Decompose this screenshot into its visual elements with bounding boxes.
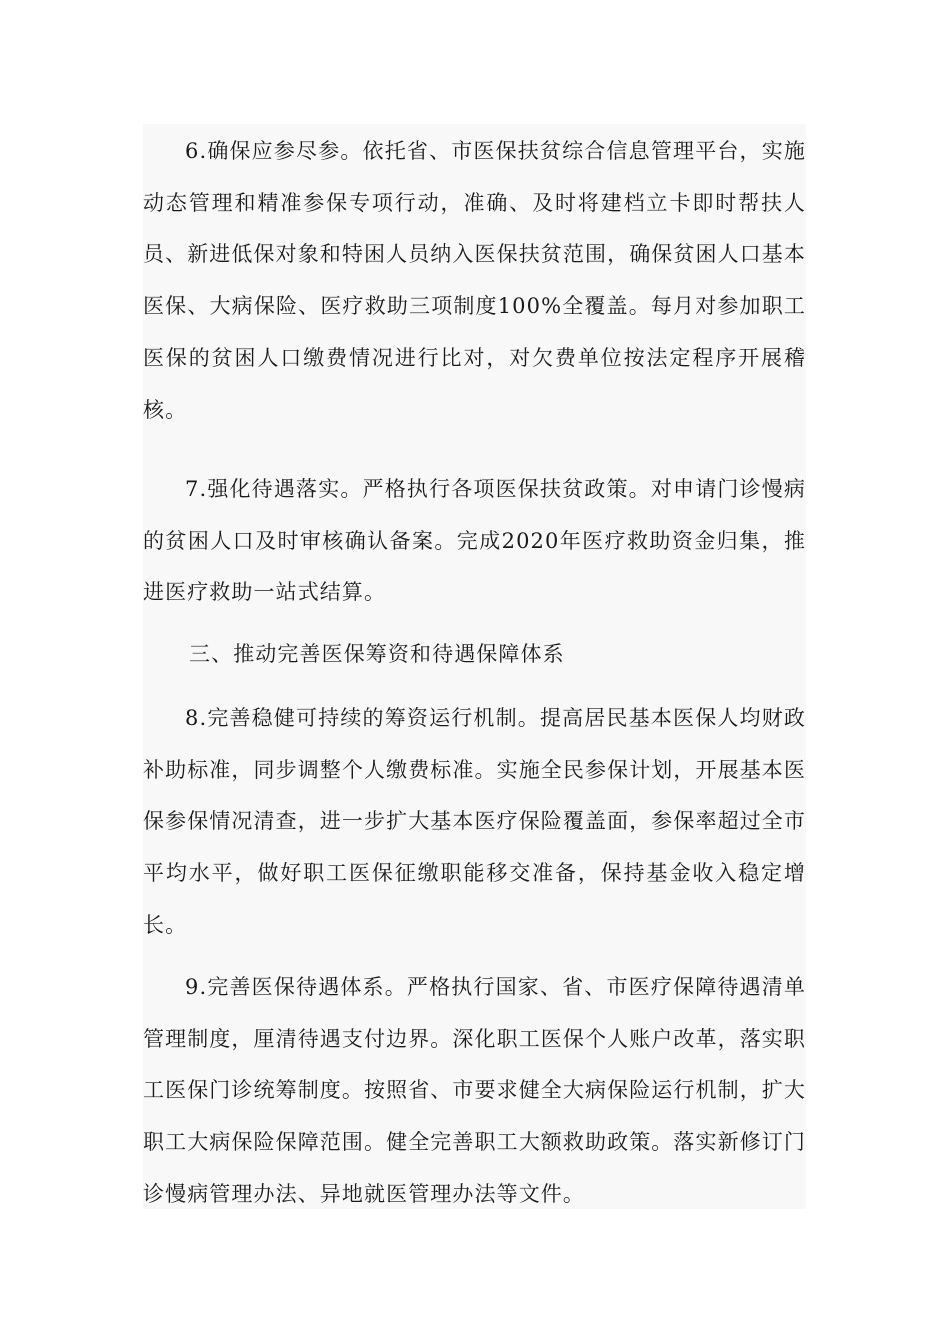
document-body	[143, 124, 806, 1209]
paragraph-7: 7.强化待遇落实。严格执行各项医保扶贫政策。对申请门诊慢病的贫困人口及时审核确认备案。完成2020年医疗救助资金归集，推进医疗救助一站式结算。	[143, 477, 806, 605]
section-heading: 三、推动完善医保筹资和待遇保障体系	[189, 642, 565, 666]
paragraph-8: 8.完善稳健可持续的筹资运行机制。提高居民基本医保人均财政补助标准，同步调整个人缴费标准。实施全民参保计划，开展基本医保参保情况清查，进一步扩大基本医疗保险覆盖面，参保率超过全市平均水平，做好职工医保征缴职能移交准备，保持基金收入稳定增长。	[143, 706, 806, 937]
paragraph-9: 9.完善医保待遇体系。严格执行国家、省、市医疗保障待遇清单管理制度，厘清待遇支付边界。深化职工医保个人账户改革，落实职工医保门诊统筹制度。按照省、市要求健全大病保险运行机制，扩大职工大病保险保障范围。健全完善职工大额救助政策。落实新修订门诊慢病管理办法、异地就医管理办法等文件。	[143, 975, 806, 1206]
paragraph-6: 6.确保应参尽参。依托省、市医保扶贫综合信息管理平台，实施动态管理和精准参保专项行动，准确、及时将建档立卡即时帮扶人员、新进低保对象和特困人员纳入医保扶贫范围，确保贫困人口基本医保、大病保险、医疗救助三项制度100%全覆盖。每月对参加职工医保的贫困人口缴费情况进行比对，对欠费单位按法定程序开展稽核。	[143, 139, 806, 422]
